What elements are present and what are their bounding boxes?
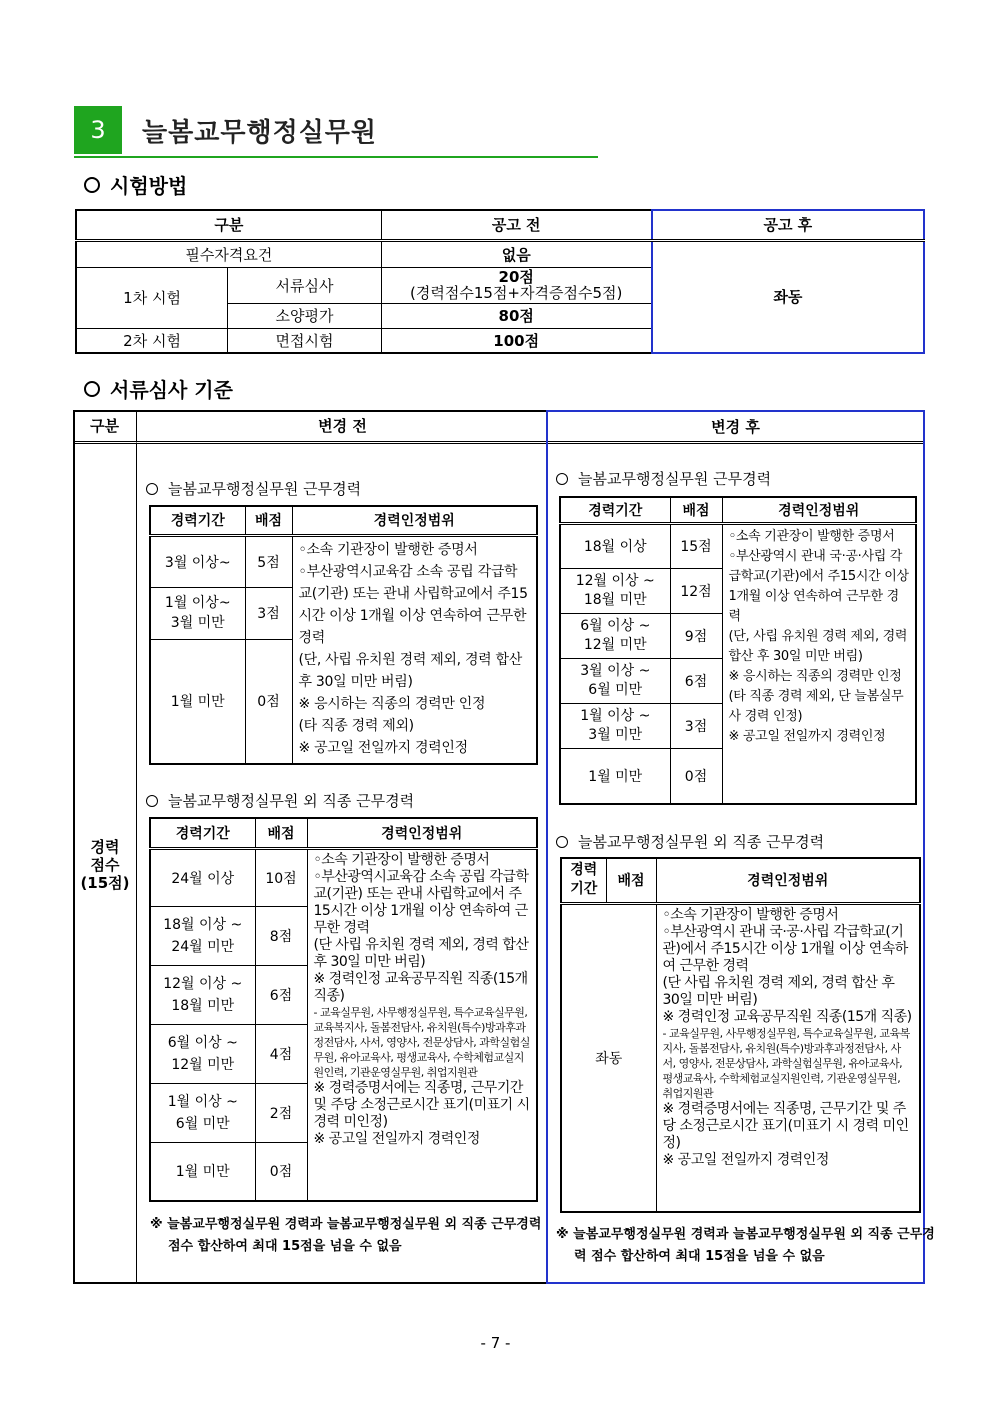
t1-doc-points: 20점 — [498, 268, 534, 286]
t1-interview-points: 100점 — [381, 328, 651, 353]
t1-doc-review: 서류심사 — [228, 267, 382, 303]
circle-bullet-icon — [146, 795, 158, 807]
before-b-period-3: 6월 이상 ~ 12월 미만 — [150, 1024, 255, 1083]
before-a-range-1: ◦부산광역시교육감 소속 공립 각급학교(기관) 또는 관내 사립학교에서 주15시간 이상 1개월 이상 연속하여 근무한 경력 — [298, 563, 528, 646]
t2-row-label-2: 점수 — [90, 856, 120, 874]
method-heading-text: 시험방법 — [110, 174, 188, 198]
after-a-period-2: 6월 이상 ~ 12월 미만 — [560, 613, 670, 658]
after-b-same: 좌동 — [561, 903, 656, 1212]
before-a-title-text: 늘봄교무행정실무원 근무경력 — [168, 480, 362, 498]
before-b-range — [307, 848, 537, 1201]
criteria-heading — [84, 374, 233, 403]
after-a-score-4: 3점 — [670, 703, 722, 748]
t1-round1: 1차 시험 — [76, 267, 228, 328]
after-b-table — [560, 857, 921, 1213]
t2-row-label-3: (15점) — [80, 874, 130, 892]
after-a-score-5: 0점 — [670, 748, 722, 804]
before-b-h-period: 경력기간 — [150, 818, 255, 848]
method-heading — [84, 170, 187, 199]
after-b-range-0: ◦소속 기관장이 발행한 증명서 — [662, 906, 839, 923]
before-a-period-1: 1월 이상~ 3월 미만 — [150, 587, 245, 639]
before-a-range-2: (단, 사립 유치원 경력 제외, 경력 합산 후 30일 미만 버림) — [298, 651, 522, 690]
before-b-range-2: (단 사립 유치원 경력 제외, 경력 합산 후 30일 미만 버림) — [313, 936, 529, 970]
before-b-table — [149, 817, 538, 1202]
t1-doc-cell — [381, 267, 651, 303]
circle-bullet-icon — [556, 836, 568, 848]
circle-bullet-icon — [146, 483, 158, 495]
t1-req-value: 없음 — [381, 240, 651, 267]
before-b-score-5: 0점 — [255, 1142, 307, 1201]
section-underline — [74, 156, 598, 158]
before-b-range-5: ※ 경력증명서에는 직종명, 근무기간 및 주당 소정근로시간 표기(미표기 시 경력 미인정) — [313, 1079, 530, 1130]
after-a-period-5: 1월 미만 — [560, 748, 670, 804]
before-b-score-2: 6점 — [255, 965, 307, 1024]
after-a-period-1: 12월 이상 ~ 18월 미만 — [560, 568, 670, 613]
after-a-h-range: 경력인정범위 — [722, 497, 916, 523]
after-b-h-score: 배점 — [606, 858, 656, 903]
t1-aptitude-points: 80점 — [381, 303, 651, 328]
after-a-h-period: 경력기간 — [560, 497, 670, 523]
before-b-h-range: 경력인정범위 — [307, 818, 537, 848]
before-b-title-text: 늘봄교무행정실무원 외 직종 근무경력 — [168, 792, 415, 810]
section-number: 3 — [74, 106, 122, 154]
after-b-title-text: 늘봄교무행정실무원 외 직종 근무경력 — [578, 833, 825, 851]
before-a-table — [149, 505, 538, 765]
after-a-range — [722, 523, 916, 804]
after-a-range-3: ※ 응시하는 직종의 경력만 인정 — [728, 668, 902, 684]
t2-header-before: 변경 전 — [137, 410, 548, 444]
after-a-score-3: 6점 — [670, 658, 722, 703]
page-number: - 7 - — [480, 1334, 511, 1352]
after-a-score-0: 15점 — [670, 523, 722, 568]
circle-bullet-icon — [84, 177, 100, 193]
t2-header-after: 변경 후 — [548, 412, 923, 444]
before-b-period-1: 18월 이상 ~ 24월 미만 — [150, 906, 255, 965]
t1-interview: 면접시험 — [228, 328, 382, 353]
after-a-score-1: 12점 — [670, 568, 722, 613]
t2-header-category: 구분 — [73, 410, 137, 444]
t1-round2: 2차 시험 — [76, 328, 228, 353]
after-b-title — [556, 831, 824, 852]
after-a-title — [556, 468, 771, 489]
before-a-range-0: ◦소속 기관장이 발행한 증명서 — [298, 541, 478, 558]
after-b-range — [656, 903, 920, 1212]
before-b-period-2: 12월 이상 ~ 18월 미만 — [150, 965, 255, 1024]
section-title: 늘봄교무행정실무원 — [142, 118, 378, 148]
after-a-period-0: 18월 이상 — [560, 523, 670, 568]
t1-header-after: 공고 후 — [652, 210, 924, 240]
before-a-h-score: 배점 — [245, 506, 292, 535]
before-a-h-range: 경력인정범위 — [292, 506, 537, 535]
before-b-range-3: ※ 경력인정 교육공무직원 직종(15개 직종) — [313, 970, 528, 1004]
after-b-h-period: 경력 기간 — [561, 858, 606, 903]
before-note: ※ 늘봄교무행정실무원 경력과 늘봄교무행정실무원 외 직종 근무경력 점수 합산하여 최대 15점을 넘을 수 없음 — [150, 1217, 542, 1254]
after-a-period-4: 1월 이상 ~ 3월 미만 — [560, 703, 670, 748]
after-a-title-text: 늘봄교무행정실무원 근무경력 — [578, 470, 772, 488]
before-b-h-score: 배점 — [255, 818, 307, 848]
before-a-period-0: 3월 이상~ — [150, 535, 245, 587]
after-a-range-4: (타 직종 경력 제외, 단 늘봄실무사 경력 인정) — [728, 688, 904, 724]
after-a-h-score: 배점 — [670, 497, 722, 523]
t1-req-label: 필수자격요건 — [76, 240, 381, 267]
before-b-range-6: ※ 공고일 전일까지 경력인정 — [313, 1130, 480, 1147]
after-b-range-6: ※ 공고일 전일까지 경력인정 — [662, 1151, 829, 1168]
section-header — [74, 106, 598, 158]
after-a-range-0: ◦소속 기관장이 발행한 증명서 — [728, 528, 895, 544]
before-b-score-0: 10점 — [255, 848, 307, 906]
before-a-score-2: 0점 — [245, 639, 292, 764]
before-b-score-3: 4점 — [255, 1024, 307, 1083]
after-b-range-3: ※ 경력인정 교육공무직원 직종(15개 직종) — [662, 1008, 912, 1025]
before-a-score-0: 5점 — [245, 535, 292, 587]
before-b-range-0: ◦소속 기관장이 발행한 증명서 — [313, 851, 490, 868]
after-a-range-2: (단, 사립 유치원 경력 제외, 경력 합산 후 30일 미만 버림) — [728, 628, 908, 664]
before-b-score-1: 8점 — [255, 906, 307, 965]
after-a-range-1: ◦부산광역시 관내 국·공·사립 각급학교(기관)에서 주15시간 이상 1개월 이상 연속하여 근무한 경력 — [728, 548, 909, 624]
t2-col-divider — [136, 444, 137, 1282]
t1-after-value: 좌동 — [652, 240, 924, 353]
before-a-range — [292, 535, 537, 764]
t2-row-label — [75, 838, 135, 892]
circle-bullet-icon — [556, 473, 568, 485]
after-a-score-2: 9점 — [670, 613, 722, 658]
before-b-period-4: 1월 이상 ~ 6월 미만 — [150, 1083, 255, 1142]
before-b-period-5: 1월 미만 — [150, 1142, 255, 1201]
before-a-range-3: ※ 응시하는 직종의 경력만 인정 — [298, 695, 486, 712]
after-b-range-2: (단 사립 유치원 경력 제외, 경력 합산 후 30일 미만 버림) — [662, 974, 895, 1008]
t1-header-category: 구분 — [76, 210, 381, 240]
after-a-table — [559, 496, 917, 805]
t1-header-before: 공고 전 — [381, 210, 651, 240]
after-b-h-range: 경력인정범위 — [656, 858, 920, 903]
t2-row-label-1: 경력 — [90, 838, 120, 856]
before-b-range-4: - 교육실무원, 사무행정실무원, 특수교육실무원, 교육복지사, 돌봄전담사, 유치원(특수)방과후과정전담사, 사서, 영양사, 전문상담사, 과학실험실무원, 유아교육사, 평생교육사, 수학체험교실지원인력, 기관운영실무원, 취업지원관 — [313, 1005, 530, 1079]
before-a-score-1: 3점 — [245, 587, 292, 639]
before-a-range-4: (타 직종 경력 제외) — [298, 717, 414, 734]
after-b-range-4: - 교육실무원, 사무행정실무원, 특수교육실무원, 교육복지사, 돌봄전담사, 유치원(특수)방과후과정전담사, 사서, 영양사, 전문상담사, 과학실험실무원, 유아교육사, 평생교육사, 수학체험교실지원인력, 기관운영실무원, 취업지원관 — [662, 1026, 910, 1100]
before-b-title — [146, 790, 414, 811]
before-a-range-5: ※ 공고일 전일까지 경력인정 — [298, 739, 468, 756]
circle-bullet-icon — [84, 381, 100, 397]
before-a-title — [146, 478, 361, 499]
exam-method-table — [75, 209, 925, 354]
before-a-period-2: 1월 미만 — [150, 639, 245, 764]
before-b-score-4: 2점 — [255, 1083, 307, 1142]
before-b-range-1: ◦부산광역시교육감 소속 공립 각급학교(기관) 또는 관내 사립학교에서 주15시간 이상 1개월 이상 연속하여 근무한 경력 — [313, 868, 529, 936]
after-note: ※ 늘봄교무행정실무원 경력과 늘봄교무행정실무원 외 직종 근무경력 점수 합산하여 최대 15점을 넘을 수 없음 — [556, 1227, 935, 1264]
after-a-period-3: 3월 이상 ~ 6월 미만 — [560, 658, 670, 703]
after-b-range-5: ※ 경력증명서에는 직종명, 근무기간 및 주당 소정근로시간 표기(미표기 시 경력 미인정) — [662, 1100, 909, 1151]
after-a-range-5: ※ 공고일 전일까지 경력인정 — [728, 728, 886, 744]
before-b-period-0: 24월 이상 — [150, 848, 255, 906]
before-a-h-period: 경력기간 — [150, 506, 245, 535]
criteria-heading-text: 서류심사 기준 — [110, 378, 233, 402]
t1-aptitude: 소양평가 — [228, 303, 382, 328]
after-b-range-1: ◦부산광역시 관내 국·공·사립 각급학교(기관)에서 주15시간 이상 1개월 이상 연속하여 근무한 경력 — [662, 923, 908, 974]
t1-doc-detail: (경력점수15점+자격증점수5점) — [410, 284, 623, 302]
